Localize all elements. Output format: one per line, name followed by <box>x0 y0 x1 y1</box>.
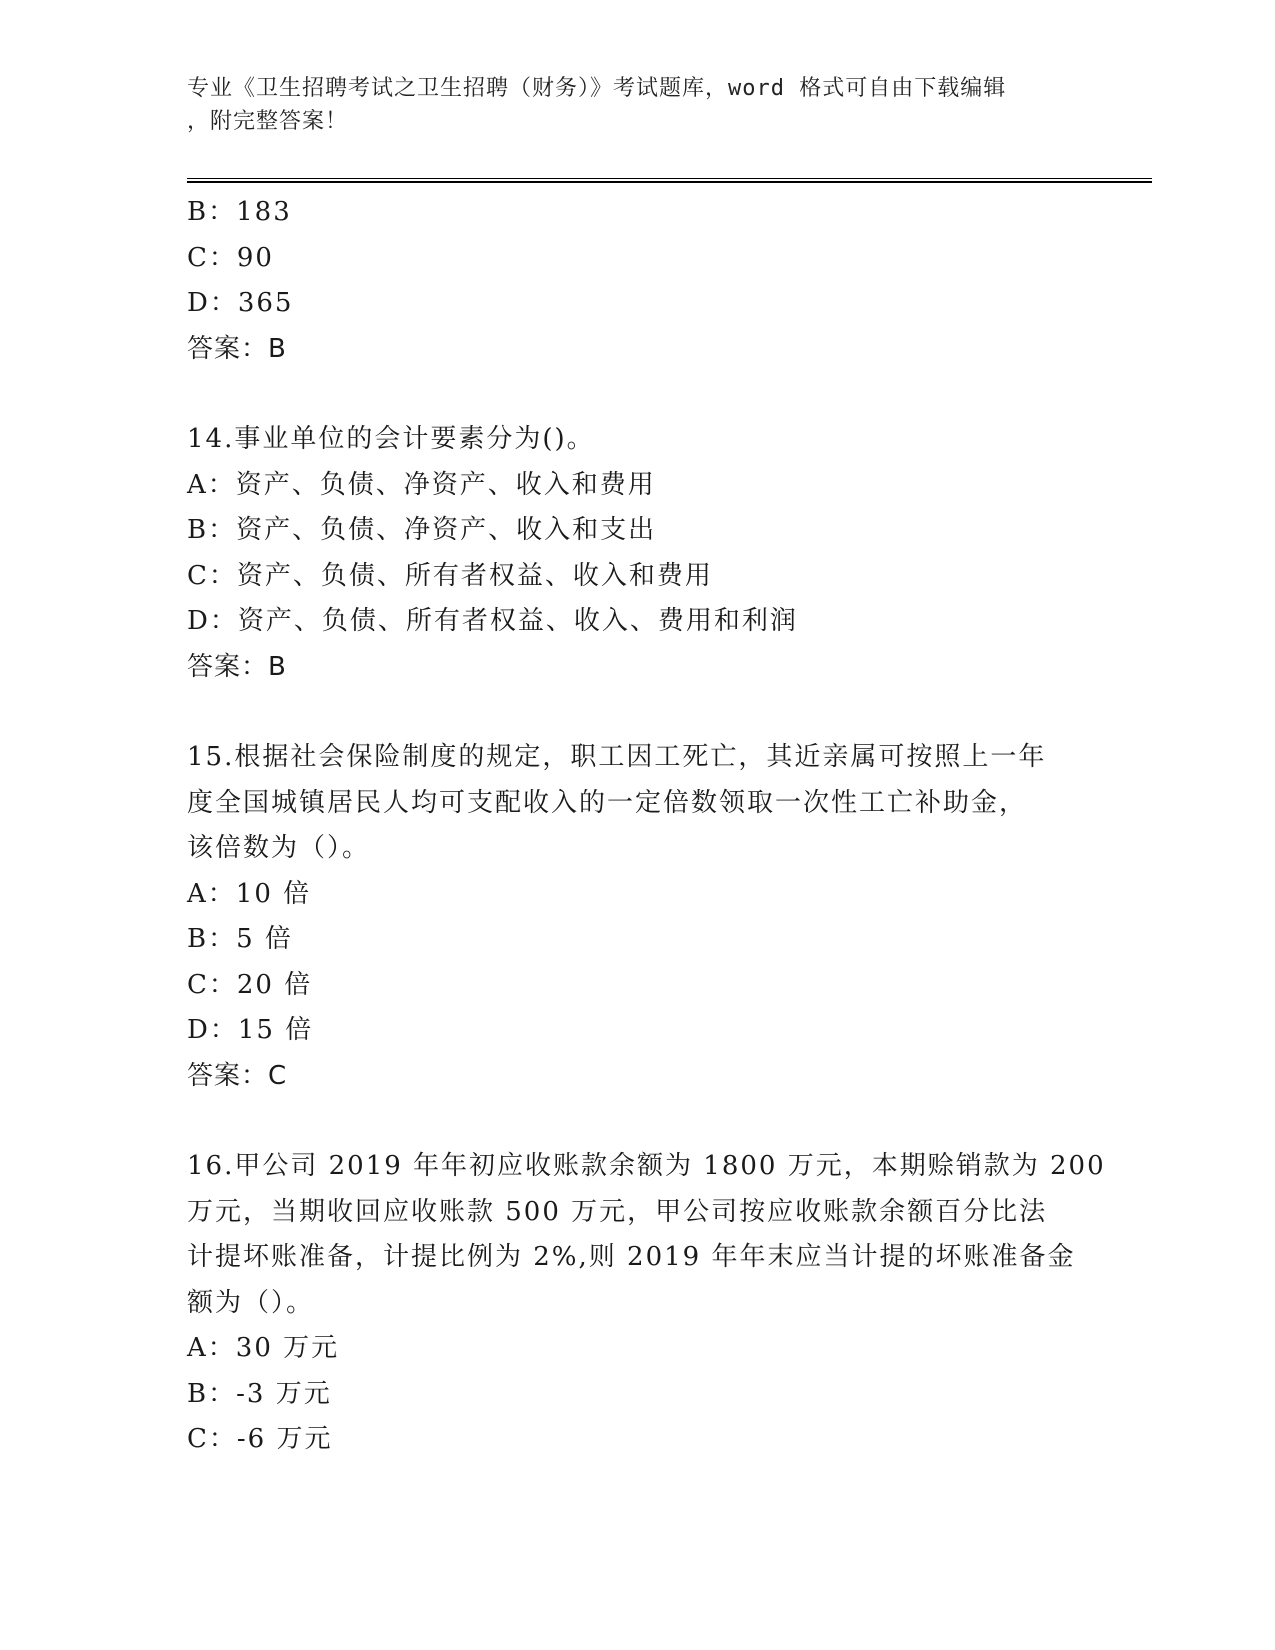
answer-line: 答案：B <box>187 333 287 364</box>
header-divider <box>187 178 1152 183</box>
question-stem-line-3: 该倍数为（）。 <box>187 833 371 863</box>
question-spacer <box>187 372 1087 417</box>
option-b: B：183 <box>187 197 292 227</box>
question-16 <box>187 1144 1106 1463</box>
option-c: C：90 <box>187 242 274 273</box>
question-stem-line-3: 计提坏账准备，计提比例为 2%,则 2019 年年末应当计提的坏账准备金 <box>187 1242 1076 1272</box>
option-c: C：20 倍 <box>187 969 313 1000</box>
document-header <box>187 72 1067 138</box>
question-stem-line-4: 额为（）。 <box>187 1287 315 1318</box>
answer-line: 答案：B <box>187 651 287 682</box>
question-13-tail <box>187 190 1087 372</box>
option-a: A：资产、负债、净资产、收入和费用 <box>187 469 656 500</box>
question-stem-line-1: 15.根据社会保险制度的规定，职工因工死亡，其近亲属可按照上一年 <box>187 742 1047 772</box>
question-spacer <box>187 1099 1087 1144</box>
question-14 <box>187 417 1087 690</box>
option-a: A：30 万元 <box>187 1333 340 1363</box>
option-b: B：资产、负债、净资产、收入和支出 <box>187 515 657 545</box>
question-spacer <box>187 690 1087 735</box>
option-a: A：10 倍 <box>187 878 312 909</box>
option-b: B：-3 万元 <box>187 1378 332 1409</box>
question-stem-line-1: 16.甲公司 2019 年年初应收账款余额为 1800 万元，本期赊销款为 200 <box>187 1151 1106 1181</box>
answer-line: 答案：C <box>187 1060 288 1091</box>
header-title-line-2: ，附完整答案！ <box>187 109 349 134</box>
question-15 <box>187 735 1087 1099</box>
option-d: D：15 倍 <box>187 1015 314 1045</box>
option-d: D：365 <box>187 288 294 318</box>
option-d: D：资产、负债、所有者权益、收入、费用和利润 <box>187 606 798 636</box>
header-title-line-1: 专业《卫生招聘考试之卫生招聘（财务）》考试题库，word 格式可自由下载编辑 <box>187 76 1007 101</box>
option-b: B：5 倍 <box>187 924 293 954</box>
option-c: C：资产、负债、所有者权益、收入和费用 <box>187 560 713 591</box>
question-stem-line-2: 万元，当期收回应收账款 500 万元，甲公司按应收账款余额百分比法 <box>187 1196 1048 1227</box>
question-stem: 14.事业单位的会计要素分为()。 <box>187 424 595 454</box>
question-stem-line-2: 度全国城镇居民人均可支配收入的一定倍数领取一次性工亡补助金， <box>187 787 1028 818</box>
option-c: C：-6 万元 <box>187 1424 333 1454</box>
document-body <box>187 190 1106 1463</box>
